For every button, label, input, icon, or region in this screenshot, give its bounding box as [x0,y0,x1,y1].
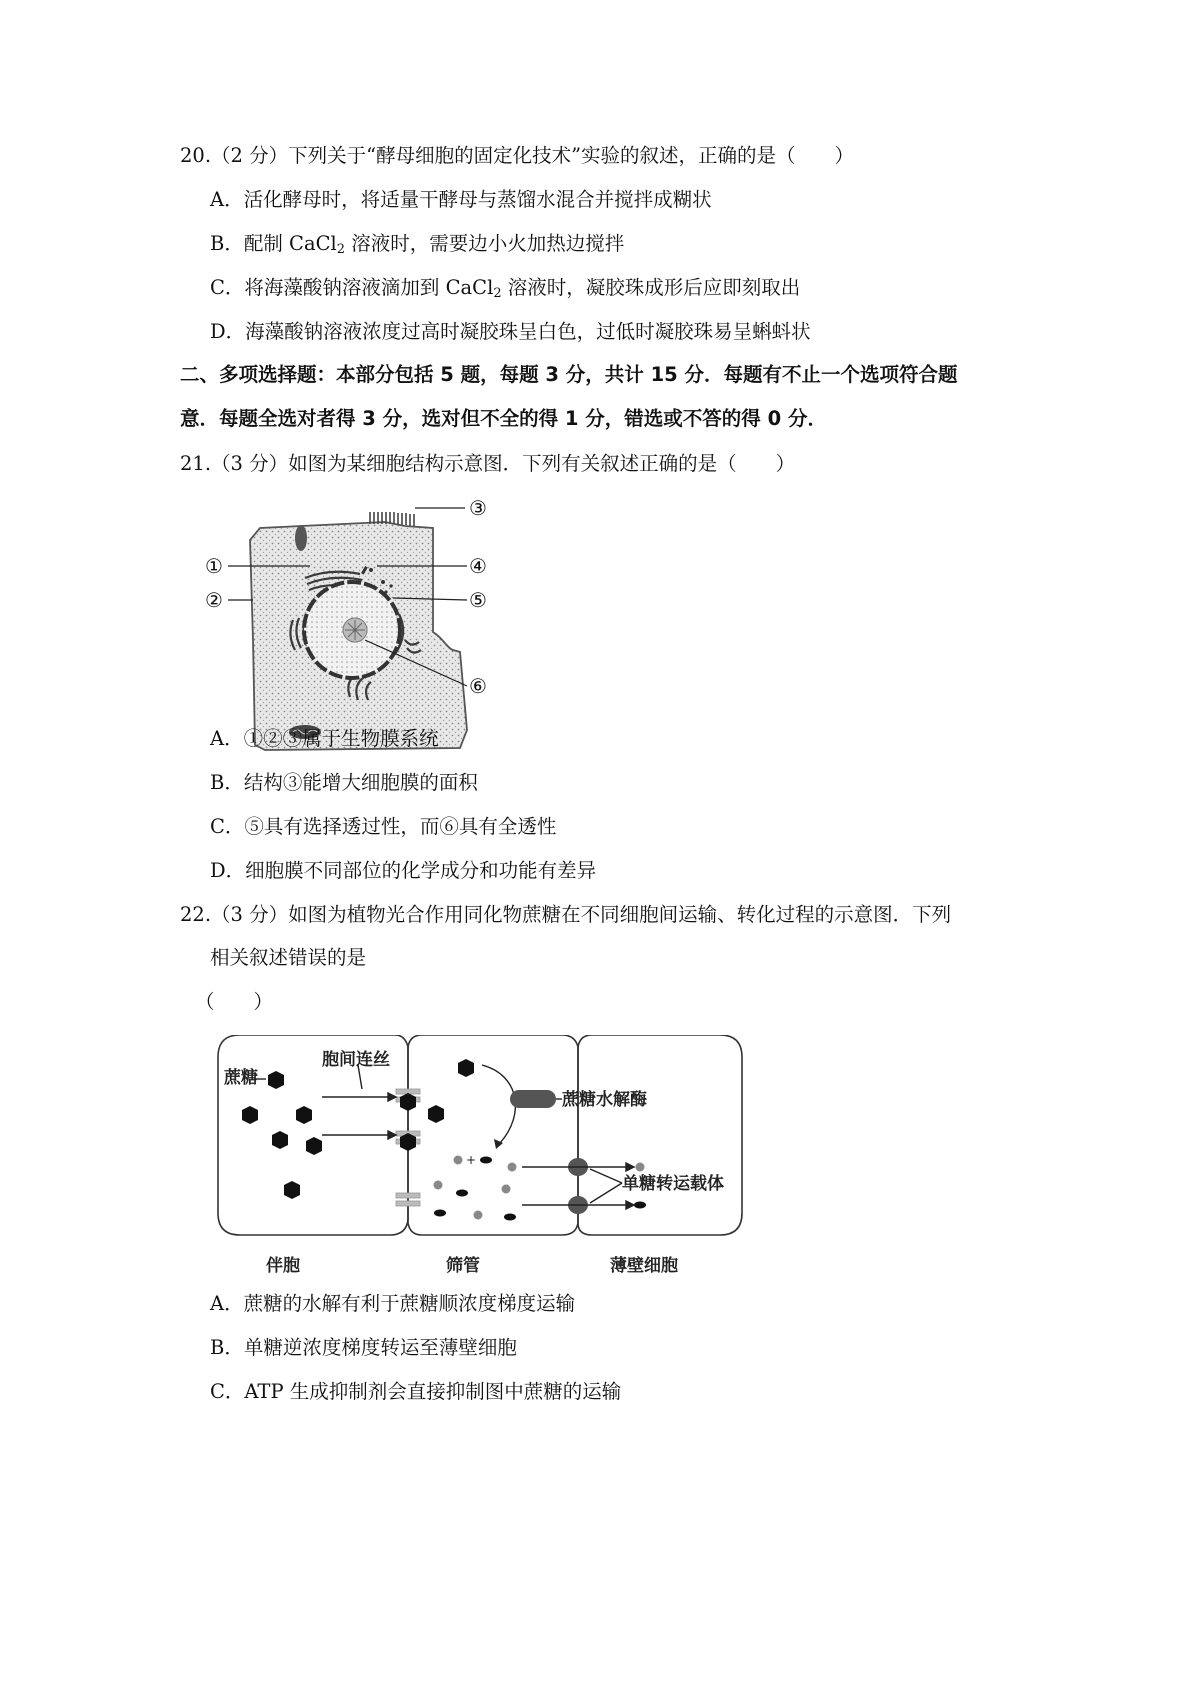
label-5: ⑤ [469,588,487,612]
section2-heading-line1: 二、多项选择题：本部分包括 5 题，每题 3 分，共计 15 分．每题有不止一个选项符合题 [180,363,958,386]
label-plasmodesmata: 胞间连丝 [322,1050,390,1070]
invertase-enzyme [510,1090,556,1108]
q21-option-b: B．结构③能增大细胞膜的面积 [210,771,478,794]
section2-heading-line2: 意．每题全选对者得 3 分，选对但不全的得 1 分，错选或不答的得 0 分． [180,407,827,430]
q22-option-a: A．蔗糖的水解有利于蔗糖顺浓度梯度运输 [210,1292,576,1315]
q20-option-c: C．将海藻酸钠溶液滴加到 CaCl$_2$ 溶液时，凝胶珠成形后应即刻取出 [210,276,801,301]
label-transporter: 单糖转运载体 [622,1174,724,1194]
q20-option-b: B．配制 CaCl$_2$ 溶液时，需要边小火加热边搅拌 [210,232,625,257]
q22-stem-bracket: （ ） [195,990,274,1013]
sucrose-transport-figure [210,1035,770,1295]
q20-option-a: A．活化酵母时，将适量干酵母与蒸馏水混合并搅拌成糊状 [210,188,712,211]
mitochondrion-top [295,525,307,551]
label-sucrose: 蔗糖 [224,1068,258,1088]
label-3: ③ [469,500,487,520]
q22-option-b: B．单糖逆浓度梯度转运至薄壁细胞 [210,1336,517,1359]
q22-stem-line1: 22.（3 分）如图为植物光合作用同化物蔗糖在不同细胞间运输、转化过程的示意图．下列 [180,903,952,926]
label-6: ⑥ [469,674,487,698]
q21-option-c: C．⑤具有选择透过性，而⑥具有全透性 [210,815,557,838]
q20-stem: 20.（2 分）下列关于“酵母细胞的固定化技术”实验的叙述，正确的是（ ） [180,144,855,167]
label-sieve-tube: 筛管 [446,1256,480,1276]
label-2: ② [205,588,223,612]
q20-option-d: D．海藻酸钠溶液浓度过高时凝胶珠呈白色，过低时凝胶珠易呈蝌蚪状 [210,320,811,343]
svg-text:+: + [466,1153,477,1167]
q21-option-d: D．细胞膜不同部位的化学成分和功能有差异 [210,859,597,882]
monosaccharides [434,1153,647,1221]
label-companion-cell: 伴胞 [266,1256,300,1276]
q21-stem: 21.（3 分）如图为某细胞结构示意图．下列有关叙述正确的是（ ） [180,452,796,475]
label-4: ④ [469,554,487,578]
q22-stem-line2: 相关叙述错误的是 [210,946,367,969]
label-1: ① [205,554,223,578]
label-invertase: 蔗糖水解酶 [562,1090,647,1110]
label-parenchyma-cell: 薄壁细胞 [610,1256,678,1276]
sucrose-molecules [242,1059,477,1199]
q22-option-c: C．ATP 生成抑制剂会直接抑制图中蔗糖的运输 [210,1380,622,1403]
q21-option-a: A．①②③属于生物膜系统 [210,727,439,750]
